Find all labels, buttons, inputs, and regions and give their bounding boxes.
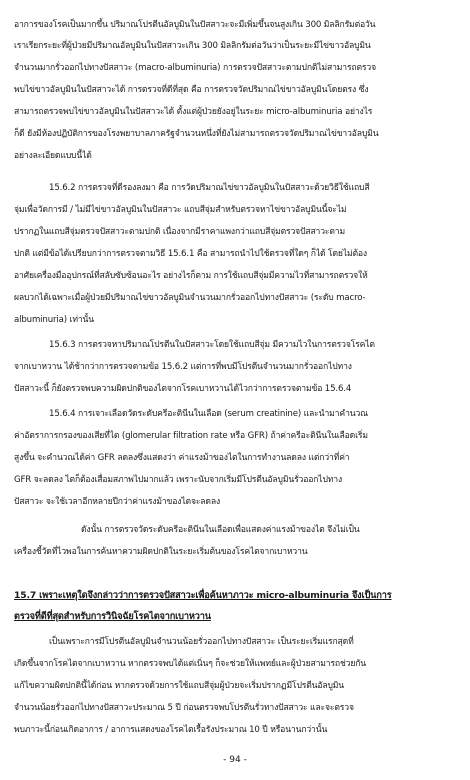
paragraph-line: เราเรียกระยะที่ผู้ป่วยมีปริมาณอัลบูมินในปัสสาวะเกิน 300 มิลลิกรัมต่อวันว่าเป็นระยะมีไข่ขาวอัลบูมิน [14,41,371,51]
paragraph-line: 15.6.4 การเจาะเลือดวัดระดับครีอะตินีนในเลือด (serum creatinine) และนำมาคำนวณ [49,409,369,419]
paragraph-line: สามารถตรวจพบไข่ขาวอัลบูมินในปัสสาวะได้ ตั้งแต่ผู้ป่วยยังอยู่ในระยะ micro-albuminuria อย่างไร [14,107,373,117]
paragraph-line: 15.6.2 การตรวจที่ดีรองลงมา คือ การวัดปริมาณไข่ขาวอัลบูมินในปัสสาวะด้วยวิธีใช้แถบสี [49,183,370,193]
paragraph-line: ปรากฏในแถบสีจุ่มตรวจปัสสาวะตามปกติ เนื่องจากมีราคาแพงกว่าแถบสีจุ่มตรวจปัสสาวะตาม [14,227,345,237]
paragraph-line: พบไข่ขาวอัลบูมินในปัสสาวะได้ การตรวจที่ดีที่สุด คือ การตรวจวัดปริมาณไข่ขาวอัลบูมินโดยตรง ซึ่ง [14,85,369,95]
section-heading: ตรวจที่ดีที่สุดสำหรับการวินิจฉัยโรคไตจากเบาหวาน [14,611,211,622]
paragraph-line: แก้ไขความผิดปกตินี้ได้ก่อน หากตรวจด้วยการใช้แถบสีจุ่มผู้ป่วยจะเริ่มปรากฏมีโปรตีนอัลบูมิน [14,681,345,691]
paragraph-line: อย่างละเอียดแบบนี้ได้ [14,151,92,161]
paragraph-line: จากเบาหวาน ได้ช้ากว่าการตรวจตามข้อ 15.6.2 แต่การที่พบมีโปรตีนจำนวนมากรั่วออกไปทาง [14,362,352,372]
paragraph-line: ก็ดี ยังมีห้องปฏิบัติการของโรงพยาบาลภาครัฐจำนวนหนึ่งที่ยังไม่สามารถตรวจวัดปริมาณไข่ขาวอัลบูมิน [14,129,379,139]
paragraph-line: จำนวนมากรั่วออกไปทางปัสสาวะ (macro-albuminuria) การตรวจปัสสาวะตามปกติไม่สามารถตรวจ [14,63,376,73]
paragraph-line: จำนวนน้อยรั่วออกไปทางปัสสาวะประมาณ 5 ปี ก่อนตรวจพบโปรตีนรั่วทางปัสสาวะ และจะตรวจ [14,703,354,713]
paragraph-line: ผลบวกได้เฉพาะเมื่อผู้ป่วยมีปริมาณไข่ขาวอัลบูมินจำนวนมากรั่วออกไปทางปัสสาวะ (ระดับ macro- [14,293,366,303]
paragraph-line: GFR จะลดลง ไตก็ต้องเสื่อมสภาพไปมากแล้ว เพราะนับจากเริ่มมีโปรตีนอัลบูมินรั่วออกไปทาง [14,475,343,485]
paragraph-line: สูงขึ้น จะคำนวณได้ค่า GFR ลดลงซึ่งแสดงว่า ค่าแรงม้าของไตในการทำงานลดลง แต่กว่าที่ค่า [14,453,350,463]
paragraph-line: อาการของโรคเป็นมากขึ้น ปริมาณโปรตีนอัลบูมินในปัสสาวะจะมีเพิ่มขึ้นจนสูงเกิน 300 มิลลิกรัมต่อวัน [14,20,376,30]
paragraph-line: อาศัยเครื่องมืออุปกรณ์ที่สลับซับซ้อนอะไร อย่างไรก็ตาม การใช้แถบสีจุ่มมีความไวที่สามารถตรวจให้ [14,271,368,281]
paragraph-line: เครื่องชี้วัดที่ไวพอในการค้นหาความผิดปกติในระยะเริ่มต้นของโรคไตจากเบาหวาน [14,547,308,557]
paragraph-line: ค่าอัตราการกรองของเสียที่ไต (glomerular filtration rate หรือ GFR) ถ้าค่าครีอะตินีนในเลือดเริ่ม [14,431,368,441]
section-heading: 15.7 เพราะเหตุใดจึงกล่าวว่าการตรวจปัสสาวะเพื่อค้นหาภาวะ micro-albuminuria จึงเป็นการ [14,590,392,601]
paragraph-line: ปัสสาวะนี้ ก็ยังตรวจพบความผิดปกติของไตจากโรคเบาหวานได้ไวกว่าการตรวจตามข้อ 15.6.4 [14,384,352,394]
paragraph-line: จุ่มเพื่อวัดการมี / ไม่มีไข่ขาวอัลบูมินในปัสสาวะ แถบสีจุ่มสำหรับตรวจหาไข่ขาวอัลบูมินนี้จะไม่ [14,205,347,215]
paragraph-line: 15.6.3 การตรวจหาปริมาณโปรตีนในปัสสาวะโดยใช้แถบสีจุ่ม มีความไวในการตรวจโรคไต [49,340,375,350]
paragraph-line: ปัสสาวะ จะใช้เวลาอีกหลายปีกว่าค่าแรงม้าของไตจะลดลง [14,497,221,507]
paragraph-line: พบภาวะนี้ก่อนเกิดอาการ / อาการแสดงของโรคไตเรื้อรังประมาณ 10 ปี หรือนานกว่านั้น [14,725,328,735]
paragraph-line: ปกติ แต่มีข้อได้เปรียบกว่าการตรวจตามวิธี 15.6.1 คือ สามารถนำไปใช้ตรวจที่ใดๆ ก็ได้ โดยไม่ต้อง [14,249,367,259]
paragraph-line: เป็นเพราะการมีโปรตีนอัลบูมินจำนวนน้อยรั่วออกไปทางปัสสาวะ เป็นระยะเริ่มแรกสุดที่ [49,637,354,647]
paragraph-line: ดังนั้น การตรวจวัดระดับครีอะตินีนในเลือดเพื่อแสดงค่าแรงม้าของไต จึงไม่เป็น [81,525,360,535]
paragraph-line: เกิดขึ้นจากโรคไตจากเบาหวาน หากตรวจพบได้แต่เนิ่นๆ ก็จะช่วยให้แพทย์และผู้ป่วยสามารถช่วยกัน [14,659,366,669]
paragraph-line: albuminuria) เท่านั้น [14,315,94,325]
page-number: - 94 - [223,755,247,765]
